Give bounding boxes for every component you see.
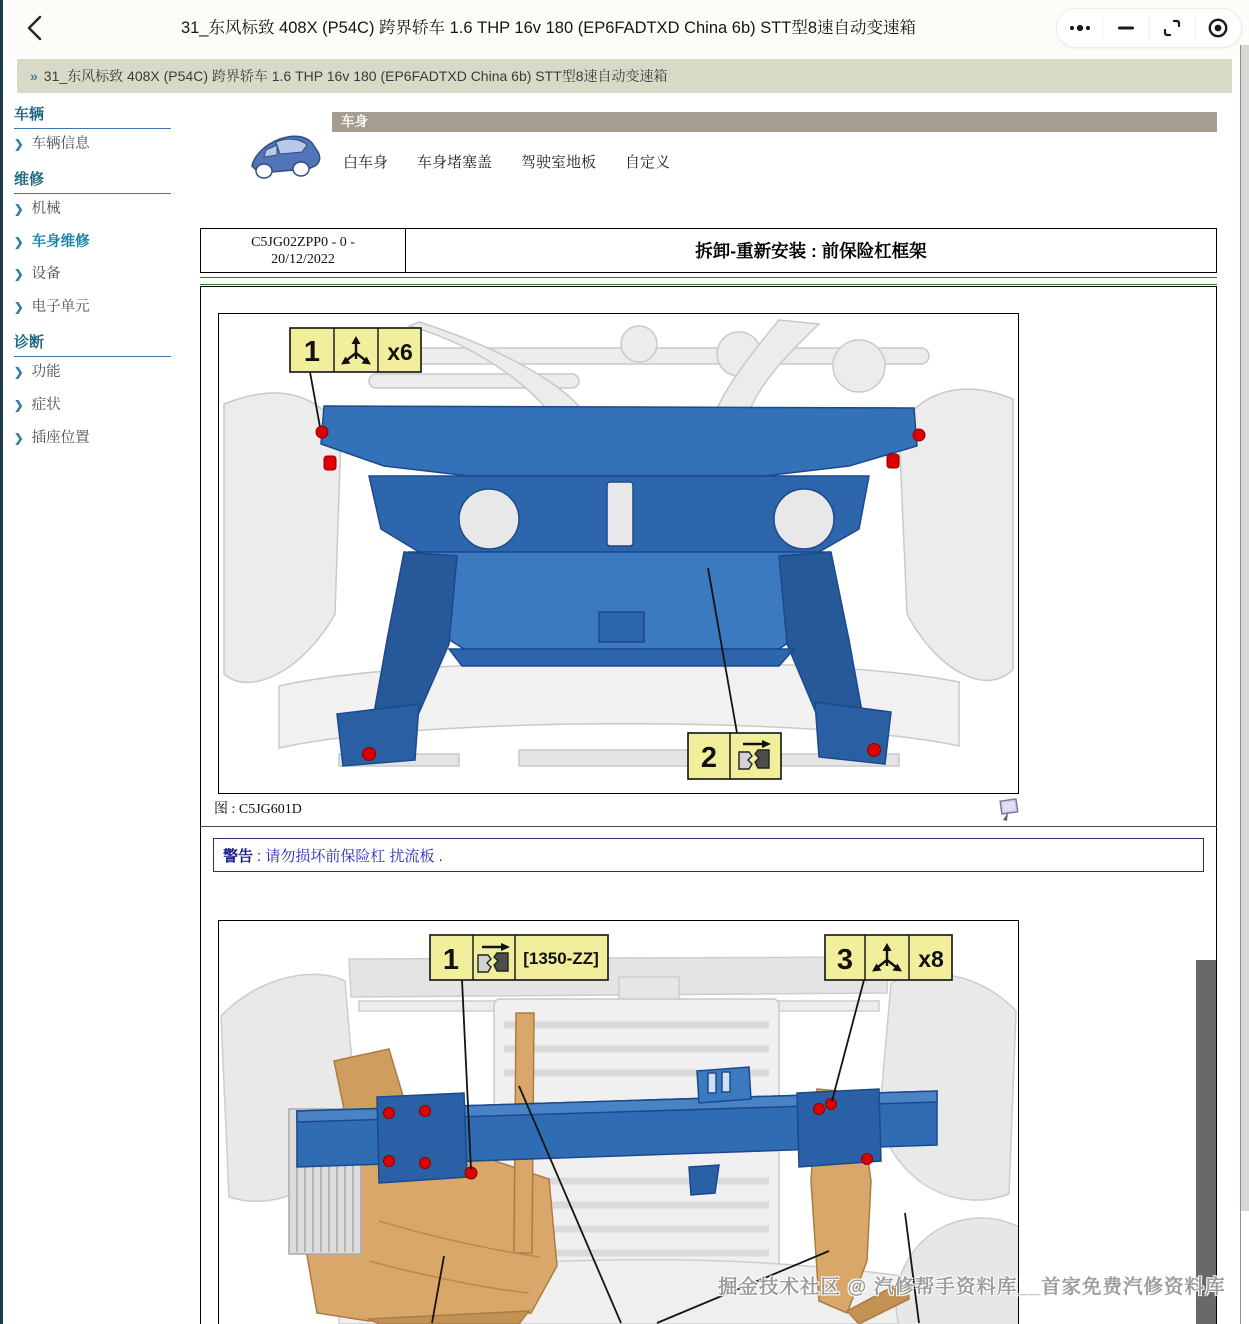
breadcrumb-text: 31_东风标致 408X (P54C) 跨界轿车 1.6 THP 16v 180 (EP6FADTXD China 6b) STT型8速自动变速箱 xyxy=(43,68,668,84)
figure2-callout-3 xyxy=(825,935,952,980)
back-button[interactable] xyxy=(21,13,51,43)
window-left-border xyxy=(0,0,3,1324)
sidebar-item-function[interactable]: ❯ 功能 xyxy=(14,364,61,380)
figure1-callout-1 xyxy=(290,328,421,372)
sidebar-item-equipment[interactable]: ❯ 设备 xyxy=(14,266,61,282)
figure2-callout-1 xyxy=(430,935,608,980)
callout-number: 2 xyxy=(700,742,718,774)
link-custom[interactable]: 自定义 xyxy=(625,154,671,171)
inner-scrollbar-thumb[interactable] xyxy=(1196,960,1216,1324)
sidebar-section-vehicle: 车辆 xyxy=(14,103,171,129)
chevron-right-icon: ❯ xyxy=(14,204,24,216)
category-bar xyxy=(332,112,1217,132)
callout-number: 1 xyxy=(303,336,321,368)
chevron-right-icon: ❯ xyxy=(14,302,24,314)
document-ref: C5JG02ZPP0 - 0 - xyxy=(251,234,355,250)
category-label: 车身 xyxy=(341,114,368,129)
more-dots-icon xyxy=(1067,22,1093,34)
minimize-icon xyxy=(1117,25,1135,31)
sidebar-section-repair: 维修 xyxy=(14,168,171,194)
chevron-right-icon: ❯ xyxy=(14,139,24,151)
restore-icon xyxy=(1162,18,1182,38)
outer-scrollbar-track[interactable] xyxy=(1241,45,1249,1211)
minimize-button[interactable] xyxy=(1102,16,1148,40)
sidebar-item-symptom[interactable]: ❯ 症状 xyxy=(14,397,61,413)
chevron-right-icon: ❯ xyxy=(14,269,24,281)
sidebar-item-vehicle-info[interactable]: ❯ 车辆信息 xyxy=(14,136,90,152)
more-button[interactable] xyxy=(1057,16,1102,40)
caption-rule xyxy=(200,826,1217,827)
warning-box xyxy=(213,838,1204,872)
callout-count: x6 xyxy=(387,339,413,365)
breadcrumb[interactable] xyxy=(17,59,1232,93)
watermark: 掘金技术社区 @ 汽修帮手资料库__首家免费汽修资料库 xyxy=(718,1276,1226,1298)
figure2-diagram xyxy=(219,921,1018,1324)
record-button[interactable] xyxy=(1195,16,1241,40)
restore-button[interactable] xyxy=(1149,16,1195,40)
callout-ref: [1350-ZZ] xyxy=(523,949,599,968)
sidebar-item-electronic-unit[interactable]: ❯ 电子单元 xyxy=(14,299,90,315)
document-ref-cell xyxy=(201,229,406,272)
window-controls xyxy=(1056,8,1242,48)
body-links-row xyxy=(343,151,670,172)
figure1-callout-2 xyxy=(688,733,781,779)
figure2 xyxy=(218,920,1019,1324)
back-icon xyxy=(21,13,51,43)
green-separator xyxy=(200,277,1217,285)
breadcrumb-marker: » xyxy=(30,68,38,84)
link-body-plugs[interactable]: 车身堵塞盖 xyxy=(417,154,493,171)
chevron-right-icon: ❯ xyxy=(14,400,24,412)
link-cab-floor[interactable]: 驾驶室地板 xyxy=(521,154,597,171)
sidebar-item-connector-location[interactable]: ❯ 插座位置 xyxy=(14,430,90,446)
sidebar-item-mechanical[interactable]: ❯ 机械 xyxy=(14,201,61,217)
document-title: 拆卸-重新安装 : 前保险杠框架 xyxy=(695,241,927,261)
title-bar xyxy=(3,0,1249,57)
figure1-caption: 图 : C5JG601D xyxy=(214,802,302,817)
document-header-table xyxy=(200,228,1217,273)
callout-count: x8 xyxy=(918,946,944,972)
callout-number: 1 xyxy=(442,944,460,976)
callout-number: 3 xyxy=(836,944,854,976)
document-date: 20/12/2022 xyxy=(271,251,335,267)
link-body-in-white[interactable]: 白车身 xyxy=(343,154,389,171)
sidebar-item-body-repair[interactable]: ❯ 车身维修 xyxy=(14,234,90,250)
chevron-right-icon: ❯ xyxy=(14,433,24,445)
warning-label: 警告 xyxy=(223,847,254,865)
figure1-diagram xyxy=(219,314,1018,793)
pinned-board-icon[interactable] xyxy=(997,797,1021,828)
record-icon xyxy=(1207,17,1229,39)
sidebar-section-diagnosis: 诊断 xyxy=(14,331,171,357)
chevron-right-icon: ❯ xyxy=(14,367,24,379)
car-body-icon xyxy=(246,128,324,187)
warning-text: : 请勿损坏前保险杠 扰流板 . xyxy=(257,847,443,865)
chevron-right-icon: ❯ xyxy=(14,237,24,249)
figure1 xyxy=(218,313,1019,794)
page-title: 31_东风标致 408X (P54C) 跨界轿车 1.6 THP 16v 180 (EP6FADTXD China 6b) STT型8速自动变速箱 xyxy=(180,19,917,37)
